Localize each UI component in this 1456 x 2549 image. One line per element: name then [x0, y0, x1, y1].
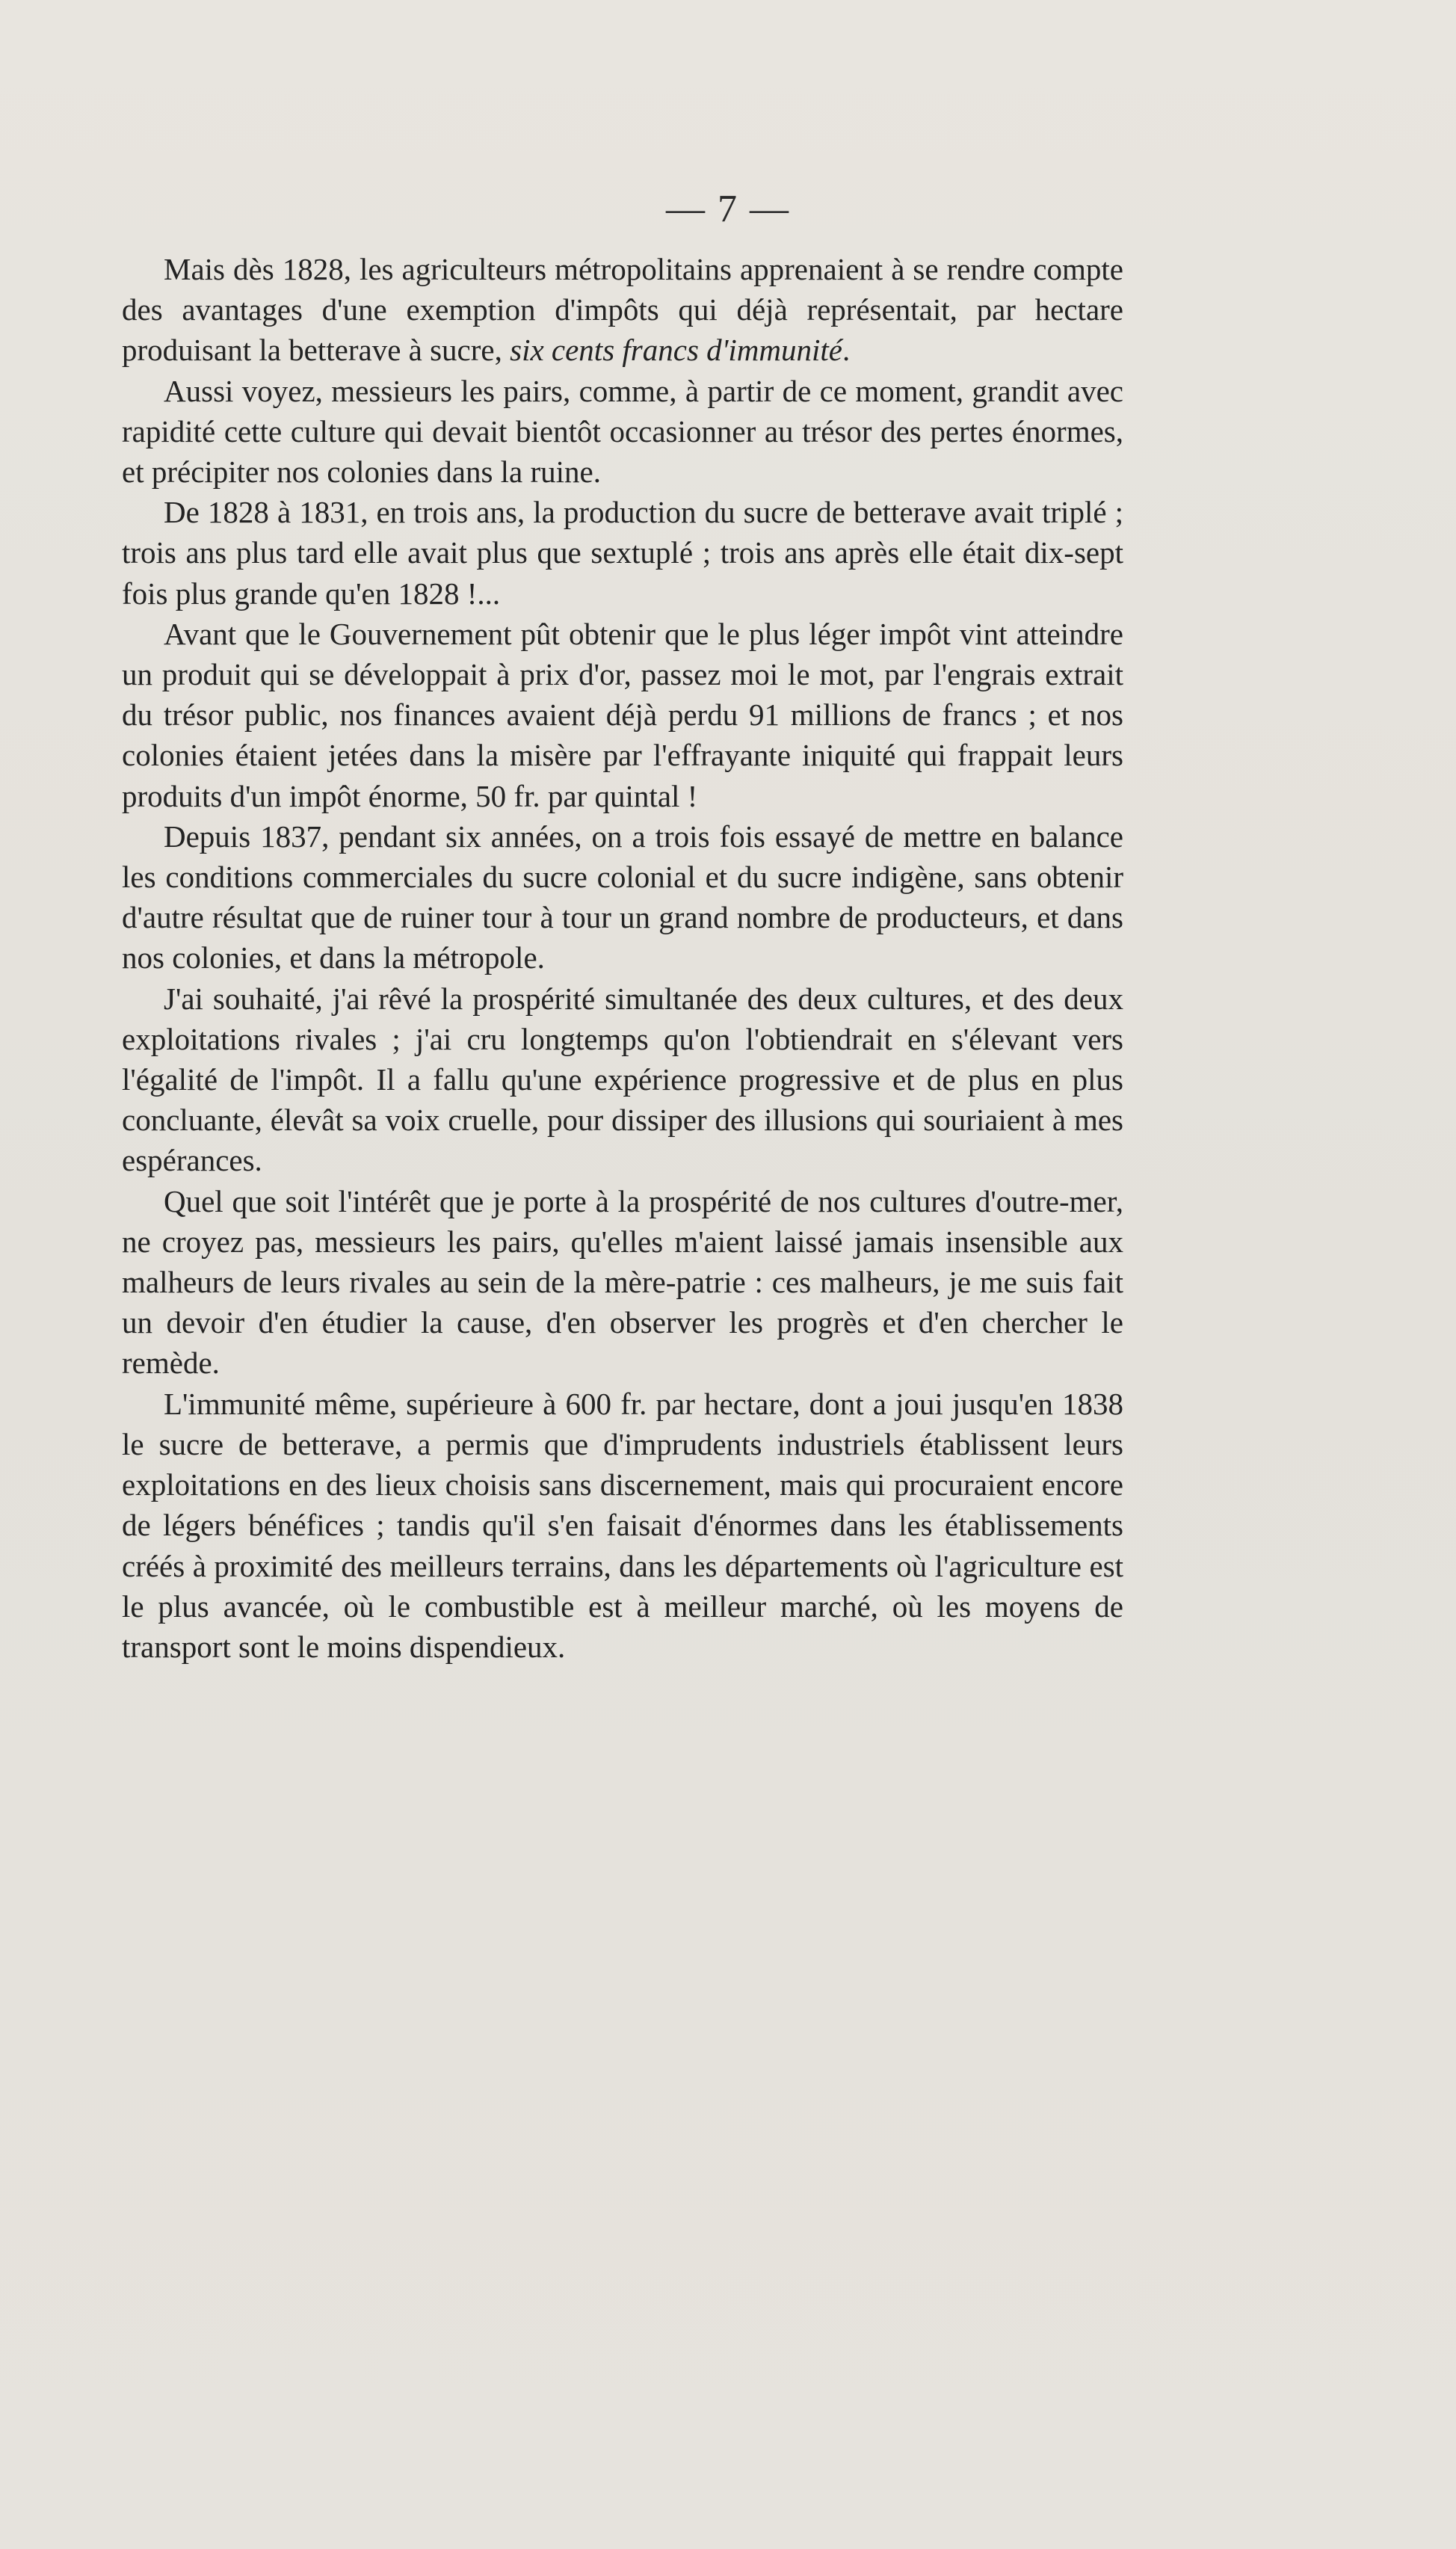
page-number: — 7 — — [666, 188, 790, 230]
paragraph-1 — [122, 249, 1123, 371]
paragraph-4: Avant que le Gouvernement pût obtenir que le plus léger impôt vint atteindre un produit qui se développait à prix d'or, passez moi le mot, par l'engrais extrait du trésor public, nos finances avaient déjà perdu 91 millions de francs ; et nos colonies étaient jetées dans la misère par l'effrayante iniquité qui frappait leurs produits d'un impôt énorme, 50 fr. par quintal ! — [122, 616, 1123, 813]
paragraph-3: De 1828 à 1831, en trois ans, la production du sucre de betterave avait triplé ; trois ans plus tard elle avait plus que sextuplé ; trois ans après elle était dix-sept fois plus grande qu'en 1828 !... — [122, 495, 1123, 611]
paragraph-1-italic: six cents francs d'immunité — [510, 333, 843, 368]
paragraph-1-end: . — [842, 333, 851, 368]
body-text — [122, 249, 1123, 1667]
paragraph-6: J'ai souhaité, j'ai rêvé la prospérité simultanée des deux cultures, et des deux exploitations rivales ; j'ai cru longtemps qu'on l'obtiendrait en s'élevant vers l'égalité de l'impôt. Il a fallu qu'une expérience progressive et de plus en plus concluante, élevât sa voix cruelle, pour dissiper des illusions qui souriaient à mes espérances. — [122, 981, 1123, 1178]
paragraph-2: Aussi voyez, messieurs les pairs, comme, à partir de ce moment, grandit avec rapidité cette culture qui devait bientôt occasionner au trésor des pertes énormes, et précipiter nos colonies dans la ruine. — [122, 373, 1123, 490]
paragraph-7: Quel que soit l'intérêt que je porte à la prospérité de nos cultures d'outre-mer, ne croyez pas, messieurs les pairs, qu'elles m'aient laissé jamais insensible aux malheurs de leurs rivales au sein de la mère-patrie : ces malheurs, je me suis fait un devoir d'en étudier la cause, d'en observer les progrès et d'en chercher le remède. — [122, 1183, 1123, 1381]
paragraph-5: Depuis 1837, pendant six années, on a trois fois essayé de mettre en balance les conditions commerciales du sucre colonial et du sucre indigène, sans obtenir d'autre résultat que de ruiner tour à tour un grand nombre de producteurs, et dans nos colonies, et dans la métropole. — [122, 819, 1123, 975]
paragraph-8: L'immunité même, supérieure à 600 fr. par hectare, dont a joui jusqu'en 1838 le sucre de betterave, a permis que d'imprudents industriels établissent leurs exploitations en des lieux choisis sans discernement, mais qui procuraient encore de légers bénéfices ; tandis qu'il s'en faisait d'énormes dans les établissements créés à proximité des meilleurs terrains, dans les départements où l'agriculture est le plus avancée, où le combustible est à meilleur marché, où les moyens de transport sont le moins dispendieux. — [122, 1386, 1123, 1664]
paragraph-1-text: Mais dès 1828, les agriculteurs métropolitains apprenaient à se rendre compte des avantages d'une exemption d'impôts qui déjà représentait, par hectare produisant la betterave à sucre, — [122, 252, 1123, 368]
